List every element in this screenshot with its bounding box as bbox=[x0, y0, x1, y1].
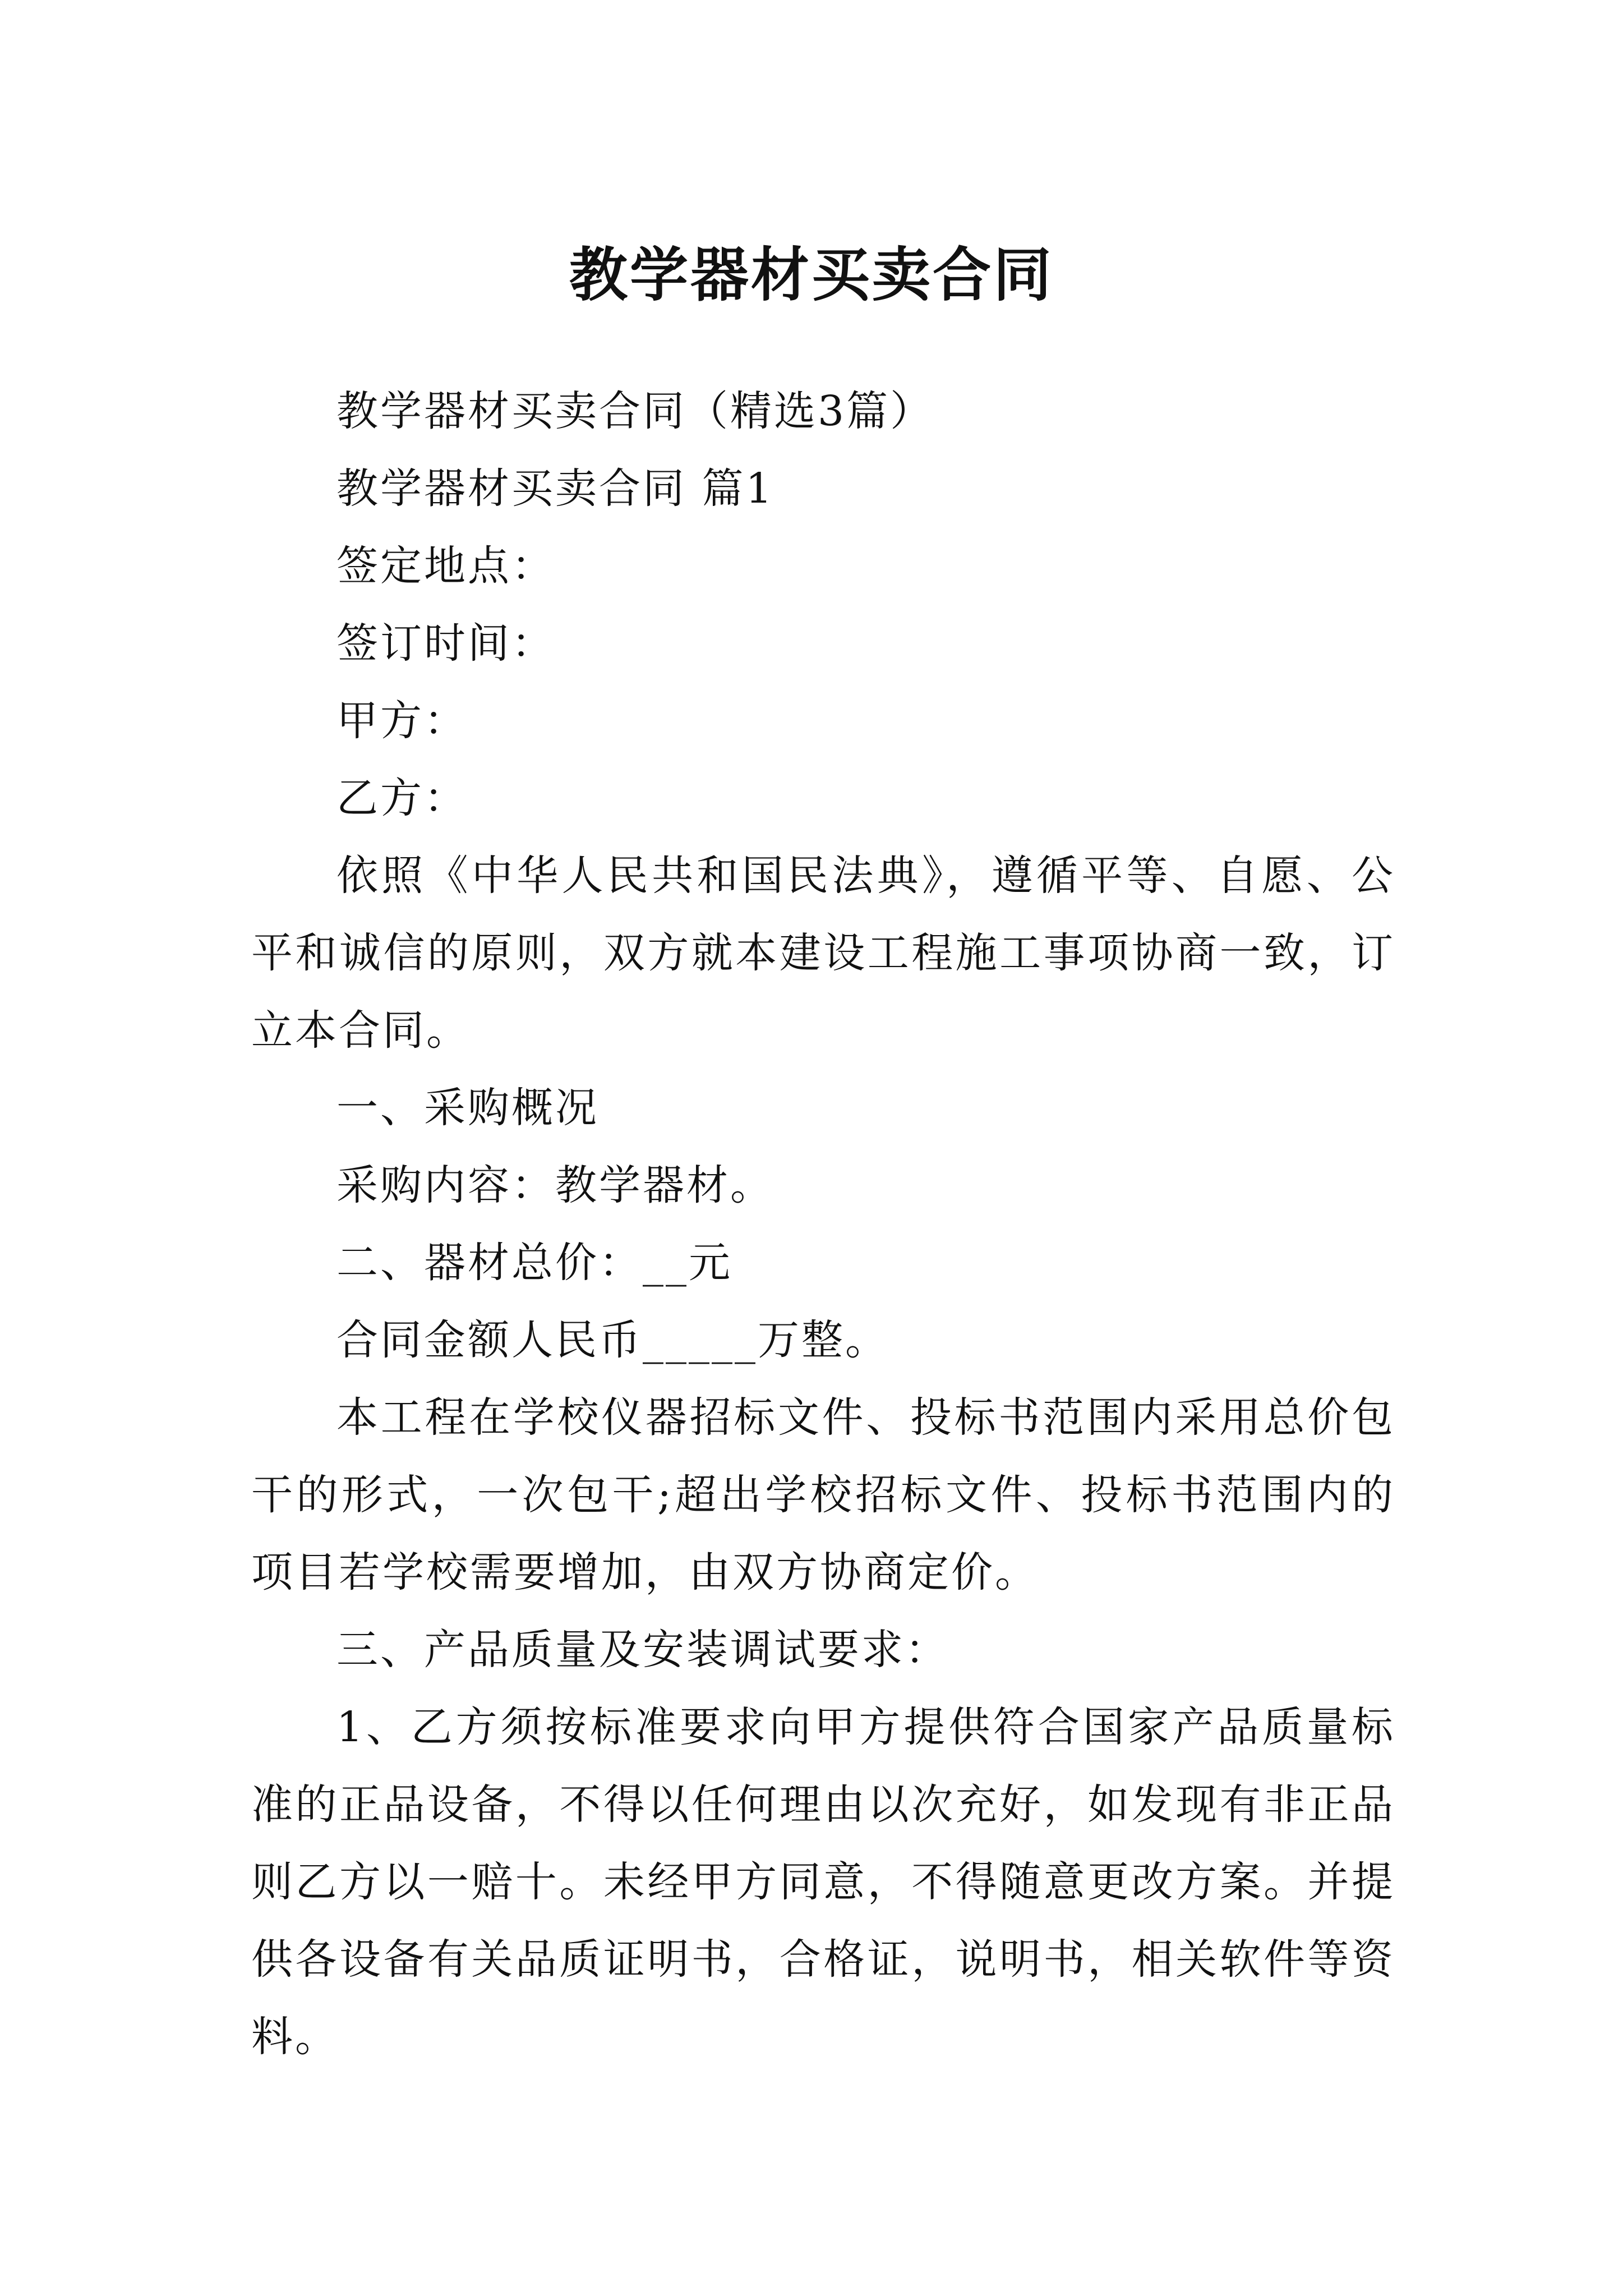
paragraph-clause-2-heading: 二、器材总价：__元 bbox=[336, 1239, 732, 1287]
document-body bbox=[251, 372, 1395, 2076]
paragraph-subtitle: 教学器材买卖合同（精选3篇） bbox=[336, 387, 934, 435]
paragraph-party-a: 甲方： bbox=[336, 697, 468, 745]
document-title: 教学器材买卖合同 bbox=[569, 240, 1054, 309]
paragraph-section-heading: 教学器材买卖合同 篇1 bbox=[336, 464, 774, 513]
paragraph-purchase-content: 采购内容：教学器材。 bbox=[336, 1161, 774, 1209]
paragraph-lump-sum: 本工程在学校仪器招标文件、投标书范围内采用总价包干的形式，一次包干;超出学校招标文件、投标书范围内的项目若学校需要增加，由双方协商定价。 bbox=[251, 1393, 1395, 1596]
paragraph-signing-time: 签订时间： bbox=[336, 619, 555, 668]
paragraph-clause-1-heading: 一、采购概况 bbox=[336, 1084, 599, 1132]
paragraph-signing-place: 签定地点： bbox=[336, 542, 555, 590]
paragraph-quality-requirement: 1、乙方须按标准要求向甲方提供符合国家产品质量标准的正品设备，不得以任何理由以次充好，如发现有非正品则乙方以一赔十。未经甲方同意，不得随意更改方案。并提供各设备有关品质证明书，合格证，说明书，相关软件等资料。 bbox=[251, 1703, 1395, 2061]
paragraph-clause-3-heading: 三、产品质量及安装调试要求： bbox=[336, 1626, 949, 1674]
paragraph-contract-amount: 合同金额人民币_____万整。 bbox=[336, 1316, 889, 1364]
paragraph-party-b: 乙方： bbox=[336, 774, 468, 822]
paragraph-preamble: 依照《中华人民共和国民法典》，遵循平等、自愿、公平和诚信的原则，双方就本建设工程施工事项协商一致，订立本合同。 bbox=[251, 852, 1395, 1055]
